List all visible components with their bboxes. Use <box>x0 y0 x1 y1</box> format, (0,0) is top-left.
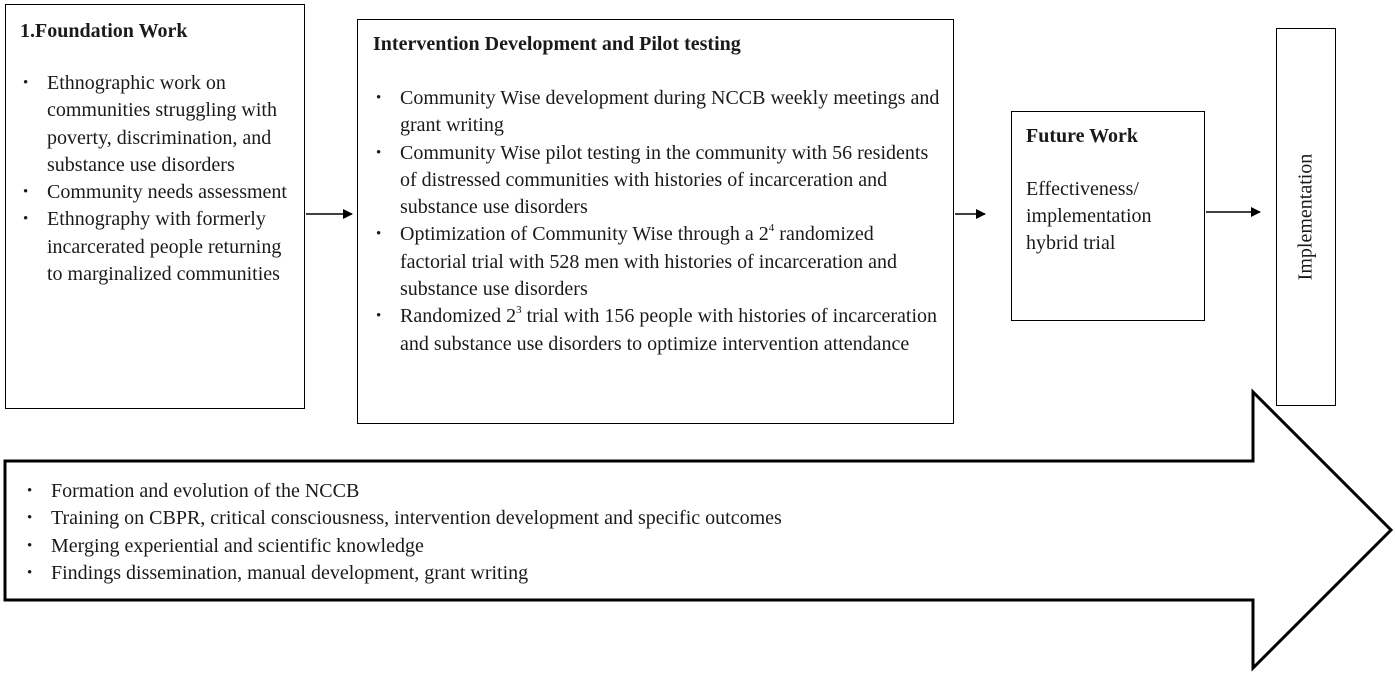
list-item: • Findings dissemination, manual development, grant writing <box>24 560 1124 587</box>
list-item: • Training on CBPR, critical consciousness, intervention development and specific outcomes <box>24 505 1124 532</box>
foundation-work-box <box>5 4 305 409</box>
list-item: • Ethnography with formerly incarcerated people returning to marginalized communities <box>20 206 296 288</box>
list-item: • Community Wise pilot testing in the community with 56 residents of distressed communities with histories of incarceration and substance use disorders <box>373 140 943 222</box>
exponent: 3 <box>516 303 522 316</box>
future-work-title: Future Work <box>1026 125 1139 147</box>
exponent: 4 <box>768 221 775 234</box>
list-item: • Randomized $2^3$ trial with 156 people with histories of incarceration and substance use disorders to optimize intervention attendance <box>373 303 943 358</box>
intervention-development-list <box>373 85 943 358</box>
list-item: • Formation and evolution of the NCCB <box>24 478 1124 505</box>
implementation-box <box>1276 28 1336 406</box>
big-arrow-list <box>24 478 1124 587</box>
intervention-development-title: Intervention Development and Pilot testing <box>373 33 741 55</box>
list-item: • Ethnographic work on communities struggling with poverty, discrimination, and substance use disorders <box>20 70 296 179</box>
implementation-label: Implementation <box>1294 153 1317 281</box>
future-work-text: Effectiveness/ implementation hybrid trial <box>1026 178 1152 254</box>
list-item: • Optimization of Community Wise through a $2^4$ randomized factorial trial with 528 men with histories of incarceration and substance use disorders <box>373 221 943 303</box>
list-item: • Community Wise development during NCCB weekly meetings and grant writing <box>373 85 943 140</box>
foundation-work-title: 1.Foundation Work <box>20 20 188 42</box>
list-item: • Merging experiential and scientific knowledge <box>24 533 1124 560</box>
list-item: • Community needs assessment <box>20 179 296 206</box>
intervention-development-box <box>357 19 954 424</box>
foundation-work-list <box>20 70 296 288</box>
future-work-box <box>1011 111 1205 321</box>
